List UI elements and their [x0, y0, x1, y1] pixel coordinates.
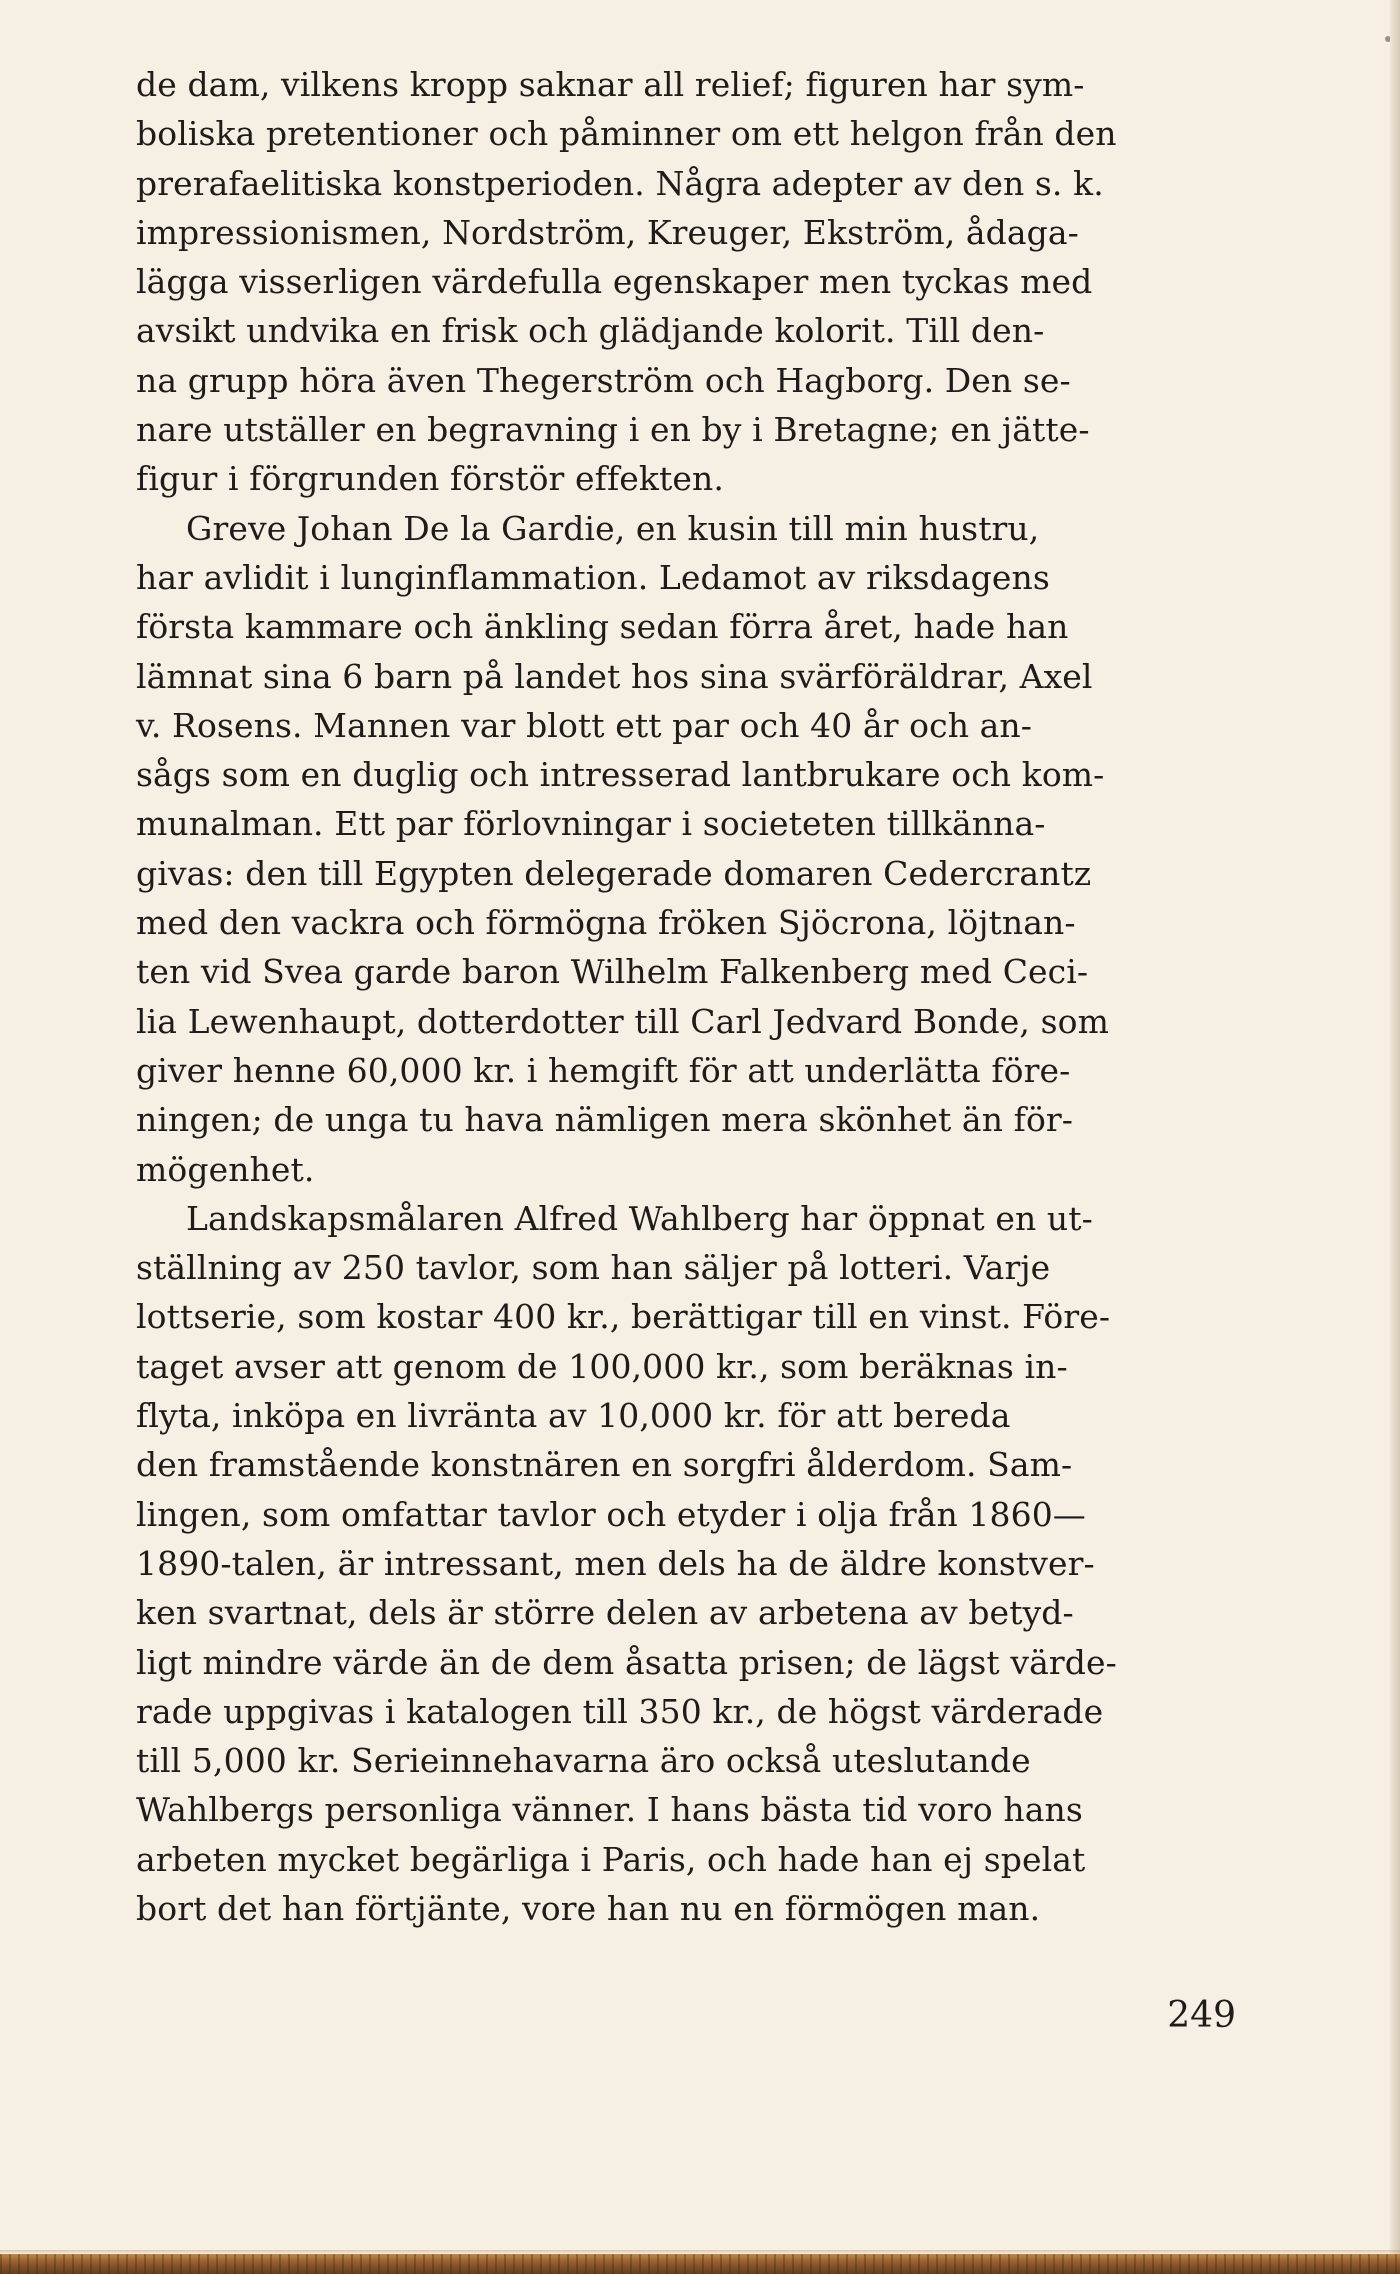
text-line: lingen, som omfattar tavlor och etyder i olja från 1860— — [136, 1494, 1086, 1534]
text-line: impressionismen, Nordström, Kreuger, Ekström, ådaga- — [136, 212, 1079, 252]
text-line: nare utställer en begravning i en by i Bretagne; en jätte- — [136, 410, 1090, 450]
page-number: 249 — [1167, 1995, 1236, 2036]
text-line: 1890-talen, är intressant, men dels ha de äldre konstver- — [136, 1543, 1095, 1583]
text-line: ställning av 250 tavlor, som han säljer på lotteri. Varje — [136, 1248, 1051, 1288]
text-line: ligt mindre värde än de dem åsatta prisen; de lägst värde- — [136, 1642, 1117, 1682]
text-line: v. Rosens. Mannen var blott ett par och 40 år och an- — [136, 705, 1033, 745]
paragraph-start-line: Greve Johan De la Gardie, en kusin till min hustru, — [186, 508, 1040, 548]
body-text — [136, 60, 1246, 1933]
text-line: boliska pretentioner och påminner om ett helgon från den — [136, 114, 1117, 154]
paragraph-start-line: Landskapsmålaren Alfred Wahlberg har öppnat en ut- — [186, 1198, 1093, 1238]
text-line: med den vackra och förmögna fröken Sjöcrona, löjtnan- — [136, 903, 1076, 943]
text-line: munalman. Ett par förlovningar i societeten tillkänna- — [136, 804, 1046, 844]
text-line: taget avser att genom de 100,000 kr., som beräknas in- — [136, 1346, 1068, 1386]
text-line: flyta, inköpa en livränta av 10,000 kr. för att bereda — [136, 1396, 1011, 1436]
text-line: lämnat sina 6 barn på landet hos sina svärföräldrar, Axel — [136, 656, 1093, 696]
text-line: avsikt undvika en frisk och glädjande kolorit. Till den- — [136, 311, 1045, 351]
text-line: lottserie, som kostar 400 kr., berättigar till en vinst. Före- — [136, 1297, 1111, 1337]
text-line: första kammare och änkling sedan förra året, hade han — [136, 607, 1069, 647]
page-edge-shadow — [1390, 0, 1400, 2274]
text-line: ningen; de unga tu hava nämligen mera skönhet än för- — [136, 1100, 1074, 1140]
binding-edge-strip — [0, 2254, 1400, 2274]
text-line: till 5,000 kr. Serieinnehavarna äro också uteslutande — [136, 1741, 1031, 1781]
text-line: har avlidit i lunginflammation. Ledamot av riksdagens — [136, 557, 1050, 597]
text-line: prerafaelitiska konstperioden. Några adepter av den s. k. — [136, 163, 1104, 203]
text-line: na grupp höra även Thegerström och Hagborg. Den se- — [136, 360, 1071, 400]
text-line: arbeten mycket begärliga i Paris, och hade han ej spelat — [136, 1839, 1086, 1879]
text-line: sågs som en duglig och intresserad lantbrukare och kom- — [136, 755, 1105, 795]
text-line: lia Lewenhaupt, dotterdotter till Carl Jedvard Bonde, som — [136, 1001, 1109, 1041]
text-line: Wahlbergs personliga vänner. I hans bästa tid voro hans — [136, 1790, 1083, 1830]
text-line: rade uppgivas i katalogen till 350 kr., de högst värderade — [136, 1691, 1104, 1731]
text-line: lägga visserligen värdefulla egenskaper men tyckas med — [136, 262, 1093, 302]
text-line: ken svartnat, dels är större delen av arbetena av betyd- — [136, 1593, 1074, 1633]
text-line: giver henne 60,000 kr. i hemgift för att underlätta före- — [136, 1050, 1071, 1090]
text-line: bort det han förtjänte, vore han nu en förmögen man. — [136, 1888, 1041, 1928]
text-line: figur i förgrunden förstör effekten. — [136, 459, 724, 499]
text-line: den framstående konstnären en sorgfri ålderdom. Sam- — [136, 1445, 1073, 1485]
text-line: mögenhet. — [136, 1149, 315, 1189]
text-line: ten vid Svea garde baron Wilhelm Falkenberg med Ceci- — [136, 952, 1089, 992]
text-line: givas: den till Egypten delegerade domaren Cedercrantz — [136, 853, 1092, 893]
text-line: de dam, vilkens kropp saknar all relief; figuren har sym- — [136, 65, 1085, 104]
